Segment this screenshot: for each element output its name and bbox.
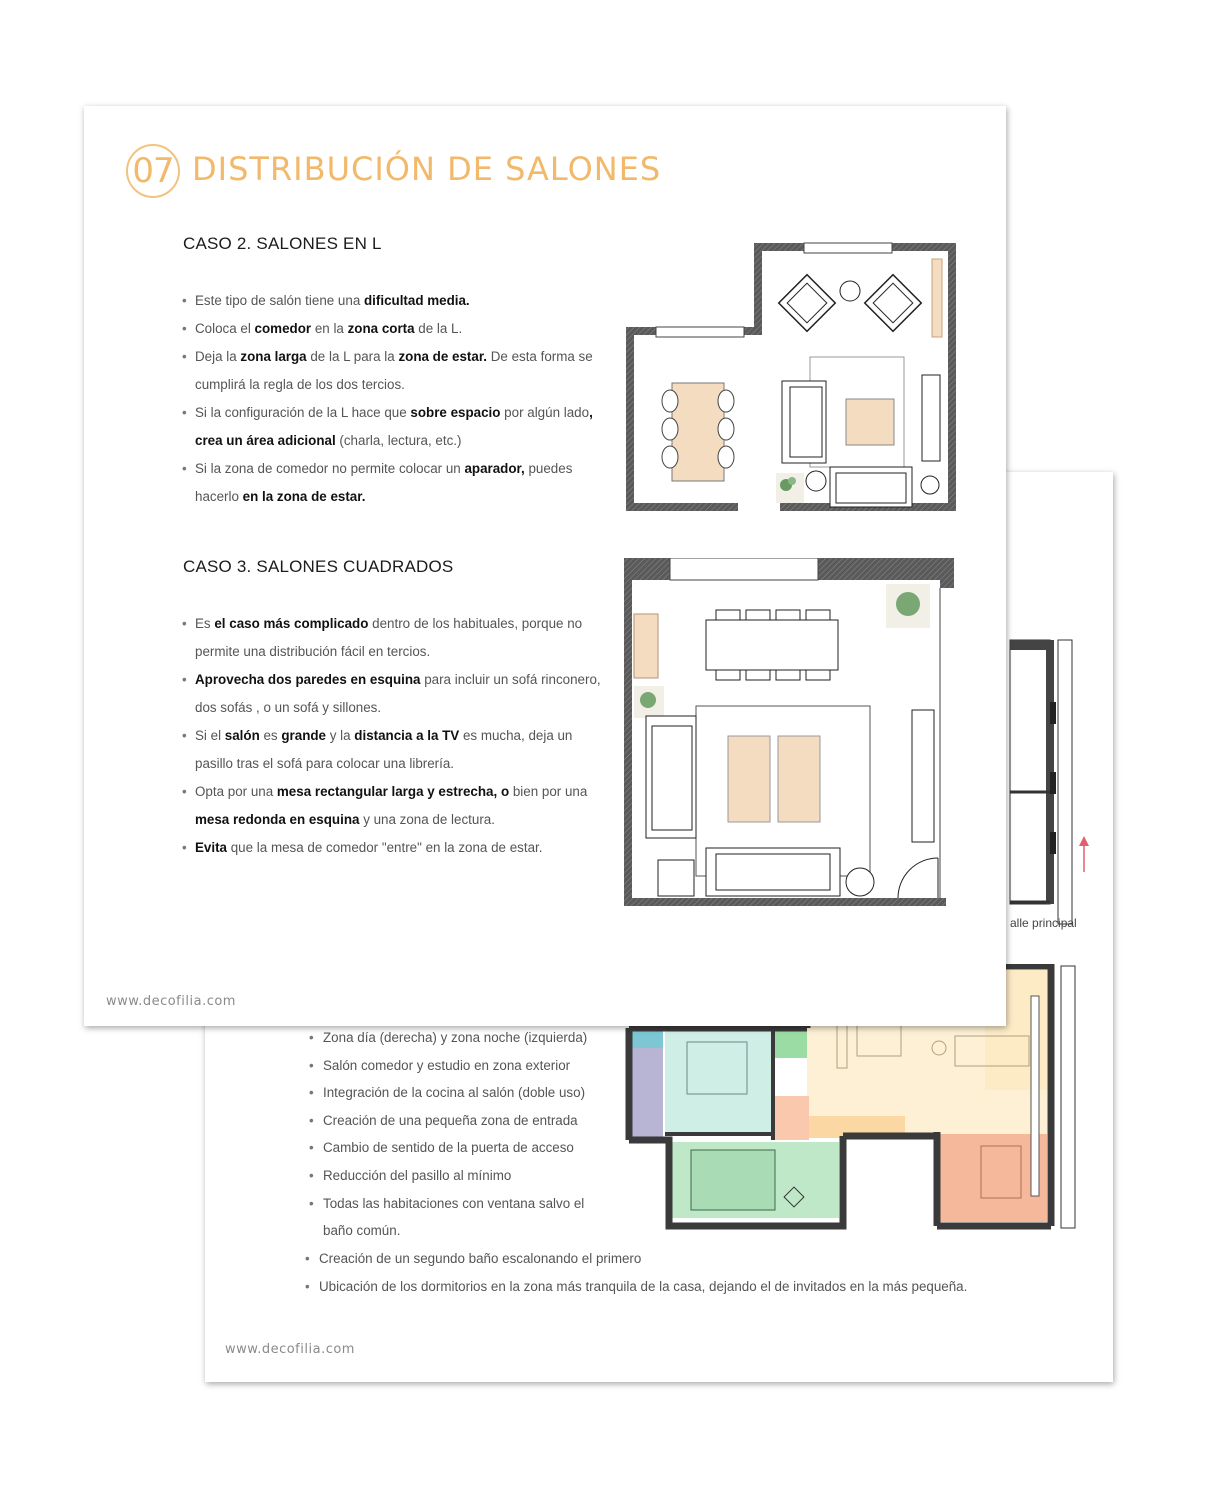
list-item: • Coloca el comedor en la zona corta de la L. xyxy=(182,315,602,343)
case3-bullets xyxy=(182,610,602,862)
case2-title: CASO 2. SALONES EN L xyxy=(183,234,382,253)
improvements-list xyxy=(307,1024,587,1245)
back-footer-url: www.decofilia.com xyxy=(225,1342,355,1357)
list-item: • Creación de un segundo baño escalonando el primero xyxy=(303,1245,967,1273)
case2-bullets xyxy=(182,287,602,511)
case3-title: CASO 3. SALONES CUADRADOS xyxy=(183,557,454,576)
extra-improvements-list xyxy=(303,1245,967,1300)
square-living-room-plan xyxy=(622,558,956,908)
front-page xyxy=(84,106,1006,1026)
list-item: • Zona día (derecha) y zona noche (izquierda) xyxy=(307,1024,587,1052)
list-item: • Creación de una pequeña zona de entrada xyxy=(307,1107,587,1135)
street-label: alle principal xyxy=(1010,916,1077,930)
list-item: • Es el caso más complicado dentro de los habituales, porque no permite una distribución fácil en tercios. xyxy=(182,610,602,666)
list-item: • Si el salón es grande y la distancia a la TV es mucha, deja un pasillo tras el sofá para colocar una librería. xyxy=(182,722,602,778)
page-title: DISTRIBUCIÓN DE SALONES xyxy=(192,150,662,188)
list-item: • Salón comedor y estudio en zona exterior xyxy=(307,1052,587,1080)
l-shaped-living-room-plan xyxy=(624,241,958,515)
list-item: • Aprovecha dos paredes en esquina para incluir un sofá rinconero, dos sofás , o un sofá y sillones. xyxy=(182,666,602,722)
section-number: 07 xyxy=(126,144,180,198)
list-item: • Opta por una mesa rectangular larga y estrecha, o bien por una mesa redonda en esquina y una zona de lectura. xyxy=(182,778,602,834)
list-item: • Si la zona de comedor no permite colocar un aparador, puedes hacerlo en la zona de estar. xyxy=(182,455,602,511)
list-item: • Si la configuración de la L hace que sobre espacio por algún lado, crea un área adicional (charla, lectura, etc.) xyxy=(182,399,602,455)
list-item: • Deja la zona larga de la L para la zona de estar. De esta forma se cumplirá la regla de los dos tercios. xyxy=(182,343,602,399)
upper-floorplan-fragment xyxy=(1000,632,1100,932)
list-item: • Ubicación de los dormitorios en la zona más tranquila de la casa, dejando el de invitados en la más pequeña. xyxy=(303,1273,967,1301)
list-item: • Evita que la mesa de comedor "entre" en la zona de estar. xyxy=(182,834,602,862)
list-item: • Este tipo de salón tiene una dificultad media. xyxy=(182,287,602,315)
list-item: • Todas las habitaciones con ventana salvo el xyxy=(307,1190,587,1218)
list-item: • Cambio de sentido de la puerta de acceso xyxy=(307,1134,587,1162)
list-item: baño común. xyxy=(323,1223,401,1239)
front-footer-url: www.decofilia.com xyxy=(106,994,236,1009)
list-item: • Reducción del pasillo al mínimo xyxy=(307,1162,587,1190)
list-item: • Integración de la cocina al salón (doble uso) xyxy=(307,1079,587,1107)
